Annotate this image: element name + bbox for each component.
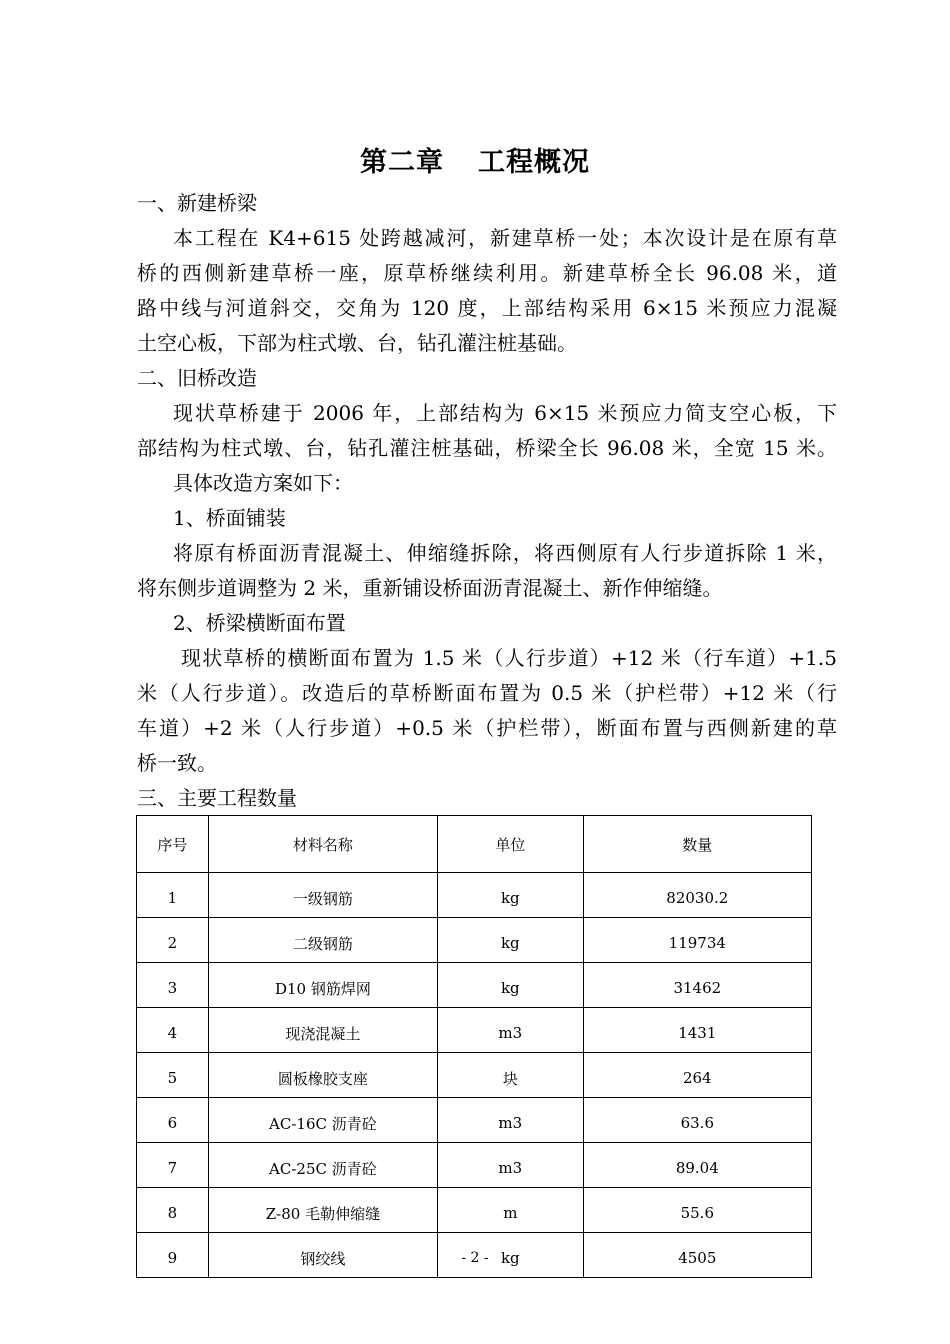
cell-unit: m3 [438, 1143, 584, 1188]
table-row [137, 873, 812, 918]
header-cell: 序号 [137, 816, 209, 873]
header-cell: 材料名称 [208, 816, 437, 873]
paragraph-line: 桥一致。 [137, 751, 217, 775]
chapter-name: 工程概况 [478, 147, 590, 178]
section-heading-new-bridge: 一、新建桥梁 [137, 191, 257, 215]
cell-unit: kg [438, 1233, 584, 1278]
section-heading-quantities: 三、主要工程数量 [137, 786, 297, 810]
cell-material: 圆板橡胶支座 [208, 1053, 437, 1098]
paragraph-line: 现状草桥的横断面布置为 1.5 米（人行步道）+12 米（行车道）+1.5 [181, 646, 837, 670]
subheading-deck-paving: 1、桥面铺装 [173, 506, 286, 530]
cell-index: 5 [137, 1053, 209, 1098]
cell-index: 1 [137, 873, 209, 918]
chapter-number: 第二章 [360, 147, 444, 178]
cell-unit: kg [438, 918, 584, 963]
cell-quantity: 63.6 [583, 1098, 811, 1143]
table-row [137, 918, 812, 963]
header-cell: 数量 [583, 816, 811, 873]
table-header-row [137, 816, 812, 873]
paragraph-line: 具体改造方案如下： [173, 471, 353, 495]
quantities-table [136, 815, 812, 1278]
table-row [137, 1188, 812, 1233]
cell-quantity: 264 [583, 1053, 811, 1098]
cell-quantity: 31462 [583, 963, 811, 1008]
table-row [137, 1098, 812, 1143]
cell-material: AC-25C 沥青砼 [208, 1143, 437, 1188]
cell-material: AC-16C 沥青砼 [208, 1098, 437, 1143]
cell-quantity: 89.04 [583, 1143, 811, 1188]
subheading-cross-section: 2、桥梁横断面布置 [173, 611, 346, 635]
cell-index: 6 [137, 1098, 209, 1143]
cell-quantity: 4505 [583, 1233, 811, 1278]
paragraph-line: 部结构为柱式墩、台，钻孔灌注桩基础，桥梁全长 96.08 米，全宽 15 米。 [137, 436, 837, 460]
paragraph-line: 土空心板，下部为柱式墩、台，钻孔灌注桩基础。 [137, 331, 577, 355]
cell-quantity: 82030.2 [583, 873, 811, 918]
paragraph-line: 车道）+2 米（人行步道）+0.5 米（护栏带），断面布置与西侧新建的草 [137, 716, 837, 740]
cell-index: 4 [137, 1008, 209, 1053]
cell-unit: m3 [438, 1098, 584, 1143]
paragraph-line: 现状草桥建于 2006 年，上部结构为 6×15 米预应力简支空心板，下 [173, 401, 837, 425]
cell-unit: 块 [438, 1053, 584, 1098]
chapter-title [0, 140, 950, 179]
table-row [137, 1008, 812, 1053]
cell-quantity: 119734 [583, 918, 811, 963]
cell-material: 一级钢筋 [208, 873, 437, 918]
cell-unit: kg [438, 873, 584, 918]
cell-quantity: 1431 [583, 1008, 811, 1053]
cell-material: Z-80 毛勒伸缩缝 [208, 1188, 437, 1233]
cell-material: 二级钢筋 [208, 918, 437, 963]
cell-index: 7 [137, 1143, 209, 1188]
table-row [137, 1143, 812, 1188]
cell-index: 8 [137, 1188, 209, 1233]
paragraph-line: 将原有桥面沥青混凝土、伸缩缝拆除，将西侧原有人行步道拆除 1 米， [173, 541, 837, 565]
cell-index: 2 [137, 918, 209, 963]
paragraph-line: 本工程在 K4+615 处跨越减河，新建草桥一处；本次设计是在原有草 [173, 226, 837, 250]
table-row [137, 963, 812, 1008]
section-heading-old-bridge: 二、旧桥改造 [137, 366, 257, 390]
header-cell: 单位 [438, 816, 584, 873]
paragraph-line: 路中线与河道斜交，交角为 120 度，上部结构采用 6×15 米预应力混凝 [137, 296, 837, 320]
cell-unit: m3 [438, 1008, 584, 1053]
cell-material: 现浇混凝土 [208, 1008, 437, 1053]
cell-quantity: 55.6 [583, 1188, 811, 1233]
cell-unit: kg [438, 963, 584, 1008]
paragraph-line: 桥的西侧新建草桥一座，原草桥继续利用。新建草桥全长 96.08 米，道 [137, 261, 837, 285]
table-row [137, 1053, 812, 1098]
paragraph-line: 将东侧步道调整为 2 米，重新铺设桥面沥青混凝土、新作伸缩缝。 [137, 576, 723, 600]
cell-index: 9 [137, 1233, 209, 1278]
cell-unit: m [438, 1188, 584, 1233]
cell-material: D10 钢筋焊网 [208, 963, 437, 1008]
cell-material: 钢绞线 [208, 1233, 437, 1278]
paragraph-line: 米（人行步道）。改造后的草桥断面布置为 0.5 米（护栏带）+12 米（行 [137, 681, 837, 705]
cell-index: 3 [137, 963, 209, 1008]
page-number: - 2 - [461, 1250, 489, 1266]
